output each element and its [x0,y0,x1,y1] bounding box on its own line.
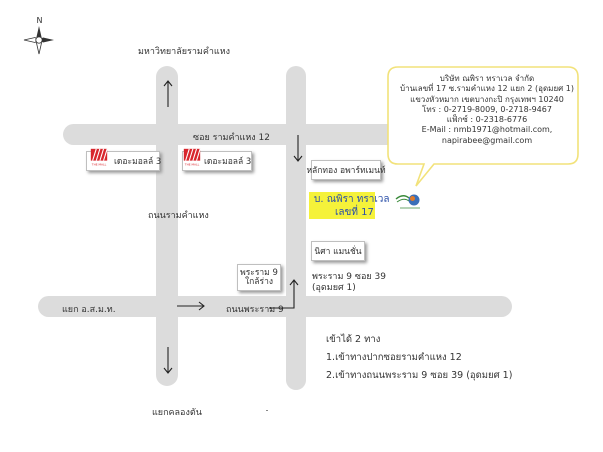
arrow-down-soi-icon [292,134,304,162]
label-soi-ramkhamhaeng-12: ซอย รามคำแหง 12 [193,133,270,143]
lek-thong-apartment-label: หลักทอง อพาร์ทเมนท์ [306,166,386,176]
arrow-down-left-icon [162,346,174,374]
label-ormor-intersection: แยก อ.ส.ม.ท. [62,305,116,315]
mall-left-label: เดอะมอลล์ 3 [114,157,162,167]
label-rama9-road: ถนนพระราม 9 [226,305,284,315]
contact-email2: napirabee@gmail.com [441,135,533,145]
north-label: N [36,16,43,25]
dot-marker [266,410,268,411]
nithi-mansion-box [311,241,365,261]
company-logo-icon [394,190,424,212]
rama9-hospital-line2: ใกล้ร่าง [245,276,273,287]
lek-thong-apartment-box [306,160,386,180]
mall-logo-icon-left [88,147,110,167]
contact-address2: แขวงหัวหมาก เขตบางกะปิ กรุงเทพฯ 10240 [410,94,564,104]
directions-route2: 2.เข้าทางถนนพระราม 9 ซอย 39 (อุดมยศ 1) [326,370,513,381]
contact-email1: E-Mail : nmb1971@hotmail.com, [421,125,553,135]
mall-right-label: เดอะมอลล์ 3 [204,157,252,167]
rama9-hospital-box [237,264,281,291]
arrow-right-icon [176,300,206,312]
rama9-hospital-line1: พระราม 9 [240,267,278,278]
mall-logo-caption-left: THE MALL [91,162,107,167]
label-rama9-soi39 [312,272,386,294]
mall-logo-icon-right [181,147,203,167]
road-ramkhamhaeng [156,66,178,386]
directions-route1: 1.เข้าทางปากซอยรามคำแหง 12 [326,352,462,363]
compass-icon [20,14,56,62]
directions-title: เข้าได้ 2 ทาง [326,334,381,345]
contact-phone: โทร : 0-2719-8009, 0-2718-9467 [422,104,552,114]
contact-fax: แฟ็กซ์ : 0-2318-6776 [446,115,528,125]
contact-address1: บ้านเลขที่ 17 ซ.รามคำแหง 12 แยก 2 (อุดมยศ 1) [400,84,574,94]
label-university: มหาวิทยาลัยรามคำแหง [138,47,231,57]
contact-info [396,74,578,146]
mall-logo-caption-right: THE MALL [184,162,200,167]
company-location-box [309,192,390,219]
contact-name: บริษัท ณพิรา ทราเวล จำกัด [439,74,535,83]
label-rama9-soi39-line1: พระราม 9 ซอย 39 [312,272,386,282]
company-box-line2: เลขที่ 17 [335,207,374,218]
label-khlongton-intersection: แยกคลองตัน [152,408,202,418]
label-rama9-soi39-line2: (อุดมยศ 1) [312,283,356,293]
arrow-up-icon [162,80,174,108]
nithi-mansion-label: นิศา แมนชั่น [314,247,362,257]
company-box-line1: บ. ณพิรา ทราเวล [314,194,390,205]
label-ramkhamhaeng-road: ถนนรามคำแหง [148,211,209,221]
road-soi-39 [286,66,306,390]
